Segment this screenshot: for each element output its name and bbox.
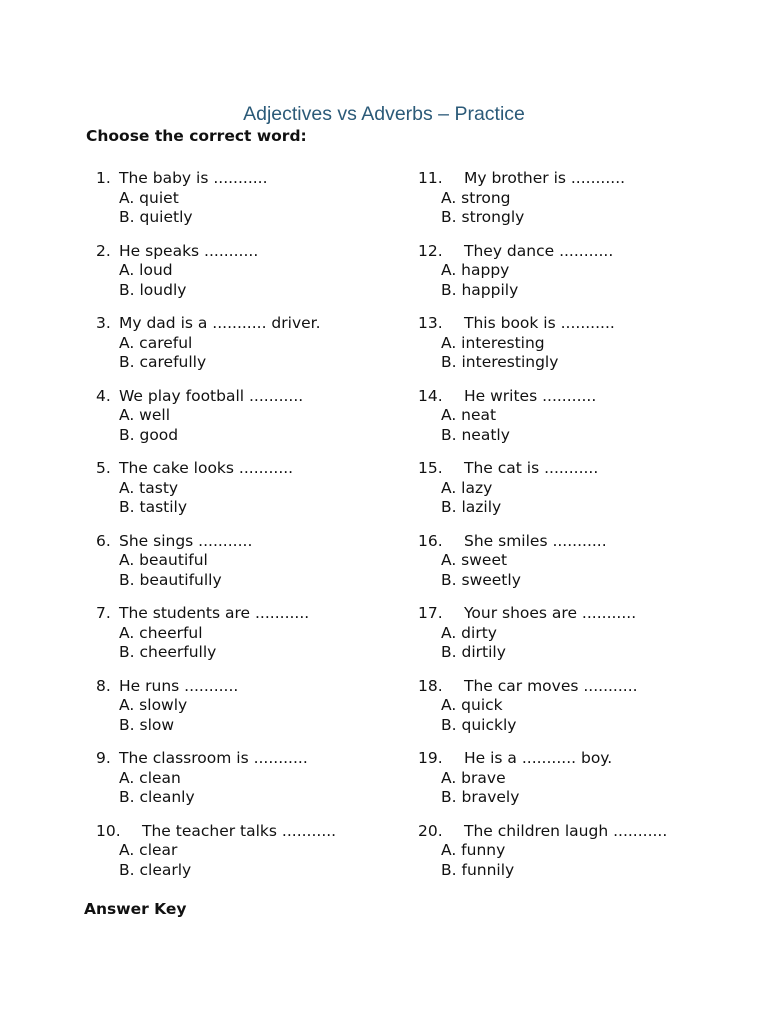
option-a: A. tasty <box>119 478 179 497</box>
option-b: B. strongly <box>441 208 525 227</box>
question-item <box>96 459 396 532</box>
question-number: 3. <box>96 314 111 332</box>
question-item <box>418 242 738 315</box>
question-text: My dad is a ........... driver. <box>119 314 321 332</box>
question-number: 2. <box>96 241 111 260</box>
question-text: Your shoes are ........... <box>464 604 637 622</box>
option-b: B. funnily <box>441 860 515 879</box>
question-text: We play football ........... <box>119 386 304 405</box>
question-item <box>96 677 396 750</box>
option-b: B. slow <box>119 715 175 734</box>
option-a: A. clear <box>119 841 178 860</box>
question-text: She smiles ........... <box>464 531 607 550</box>
option-a: A. strong <box>441 188 511 207</box>
question-number: 15. <box>418 459 443 477</box>
option-b: B. sweetly <box>441 570 521 589</box>
question-text: My brother is ........... <box>464 169 626 187</box>
question-item <box>418 604 738 677</box>
question-text: The students are ........... <box>119 604 310 622</box>
question-number: 13. <box>418 314 443 332</box>
question-item <box>96 604 396 677</box>
question-text: He speaks ........... <box>119 241 259 260</box>
question-number: 17. <box>418 604 443 622</box>
question-number: 19. <box>418 749 443 767</box>
instructions: Choose the correct word: <box>86 127 307 145</box>
question-number: 18. <box>418 676 443 695</box>
question-item <box>96 242 396 315</box>
option-a: A. interesting <box>441 333 545 352</box>
option-a: A. funny <box>441 841 506 860</box>
question-number: 1. <box>96 169 111 187</box>
option-a: A. careful <box>119 333 193 352</box>
question-text: The cat is ........... <box>464 459 599 477</box>
question-text: The classroom is ........... <box>119 749 308 767</box>
option-b: B. beautifully <box>119 570 222 589</box>
option-b: B. good <box>119 425 179 444</box>
option-b: B. bravely <box>441 788 520 807</box>
option-b: B. interestingly <box>441 353 559 372</box>
option-b: B. happily <box>441 280 519 299</box>
option-a: A. dirty <box>441 623 497 642</box>
question-number: 9. <box>96 749 111 767</box>
option-b: B. quickly <box>441 715 517 734</box>
option-b: B. clearly <box>119 860 192 879</box>
option-b: B. neatly <box>441 425 510 444</box>
question-item <box>418 459 738 532</box>
option-b: B. loudly <box>119 280 187 299</box>
question-item <box>418 822 738 895</box>
option-b: B. cleanly <box>119 788 195 807</box>
option-a: A. neat <box>441 406 497 425</box>
answer-key-heading: Answer Key <box>84 900 187 918</box>
option-a: A. happy <box>441 261 510 280</box>
question-number: 16. <box>418 531 443 550</box>
option-a: A. well <box>119 406 171 425</box>
option-a: A. loud <box>119 261 173 280</box>
question-item <box>418 387 738 460</box>
option-b: B. quietly <box>119 208 193 227</box>
option-b: B. carefully <box>119 353 207 372</box>
option-a: A. slowly <box>119 696 188 715</box>
option-b: B. tastily <box>119 498 188 517</box>
question-text: The baby is ........... <box>119 169 268 187</box>
option-a: A. beautiful <box>119 551 208 570</box>
question-number: 5. <box>96 459 111 477</box>
question-item <box>96 749 396 822</box>
question-number: 8. <box>96 676 111 695</box>
question-item <box>96 387 396 460</box>
question-column-left <box>96 169 396 894</box>
question-number: 20. <box>418 821 443 840</box>
question-item <box>418 532 738 605</box>
question-text: The car moves ........... <box>464 676 638 695</box>
question-item <box>96 314 396 387</box>
question-item <box>96 169 396 242</box>
question-text: He writes ........... <box>464 386 597 405</box>
question-text: He runs ........... <box>119 676 239 695</box>
option-a: A. sweet <box>441 551 508 570</box>
question-item <box>96 822 396 895</box>
question-number: 10. <box>96 821 121 840</box>
question-number: 4. <box>96 386 111 405</box>
question-text: She sings ........... <box>119 531 253 550</box>
question-number: 12. <box>418 241 443 260</box>
question-number: 7. <box>96 604 111 622</box>
option-a: A. quiet <box>119 188 179 207</box>
question-text: He is a ........... boy. <box>464 749 613 767</box>
question-column-right <box>418 169 738 894</box>
question-item <box>418 169 738 242</box>
option-b: B. cheerfully <box>119 643 217 662</box>
page-title: Adjectives vs Adverbs – Practice <box>243 103 525 125</box>
option-a: A. clean <box>119 768 181 787</box>
question-text: They dance ........... <box>464 241 614 260</box>
question-text: The teacher talks ........... <box>142 821 337 840</box>
option-b: B. dirtily <box>441 643 506 662</box>
question-number: 6. <box>96 531 111 550</box>
question-number: 14. <box>418 386 443 405</box>
option-a: A. cheerful <box>119 623 203 642</box>
question-item <box>418 749 738 822</box>
question-number: 11. <box>418 169 443 187</box>
question-text: The cake looks ........... <box>119 459 294 477</box>
option-a: A. brave <box>441 768 506 787</box>
question-text: The children laugh ........... <box>464 821 668 840</box>
question-text: This book is ........... <box>464 314 615 332</box>
option-a: A. lazy <box>441 478 493 497</box>
question-item <box>418 677 738 750</box>
question-item <box>418 314 738 387</box>
option-a: A. quick <box>441 696 503 715</box>
option-b: B. lazily <box>441 498 502 517</box>
question-item <box>96 532 396 605</box>
